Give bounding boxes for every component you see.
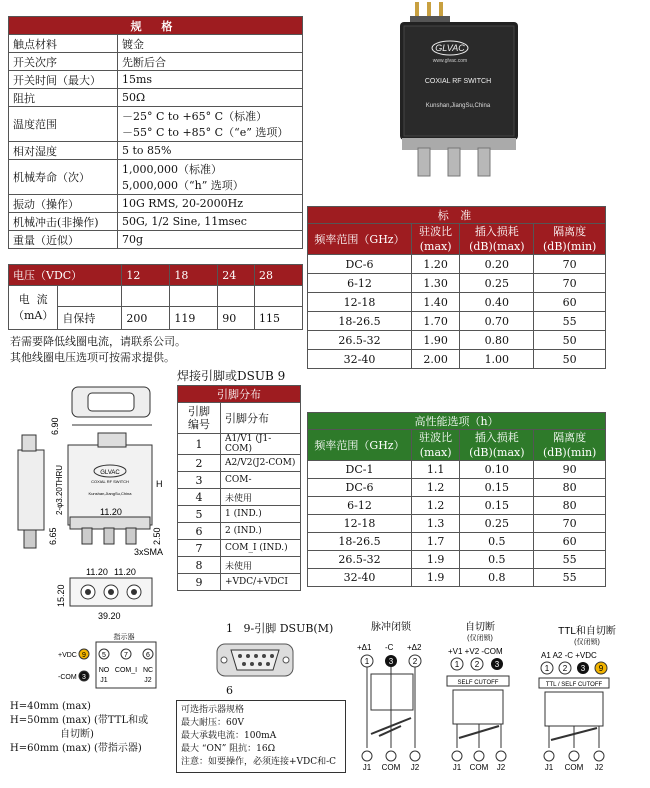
svg-text:NO: NO (98, 667, 110, 674)
svg-text:9: 9 (598, 664, 604, 673)
table-row: 相对湿度 5 to 85% (9, 142, 303, 160)
svg-text:SELF CUTOFF: SELF CUTOFF (457, 680, 499, 686)
table-row: DC-6 1.2 0.15 80 (308, 479, 606, 497)
table-row: 阻抗 50Ω (9, 89, 303, 107)
table-row: 4 未使用 (178, 489, 301, 506)
svg-text:COM: COM (564, 763, 584, 772)
svg-text:J2: J2 (594, 763, 604, 772)
table-row: DC-1 1.1 0.10 90 (308, 461, 606, 479)
table-row: DC-6 1.20 0.20 70 (308, 255, 606, 274)
pin-table: 引脚分布 引脚 编号 引脚分布 1 A1/V1 (J1-COM) 2 A2/V2(J2-COM) 3 COM- 4 未使用 5 1 (IND.) 6 2 (IND.) 7 COM_I (IND.) 8 未使用 9 +VDC/+VDCI (177, 385, 301, 591)
svg-text:J2: J2 (410, 763, 420, 772)
table-row: 18-26.5 1.7 0.5 60 (308, 533, 606, 551)
table-row: 电压（VDC） 12 18 24 28 (9, 265, 303, 286)
table-row: 机械寿命（次） 1,000,000（标准） 5,000,000（“h” 选项） (9, 160, 303, 195)
svg-text:2: 2 (562, 664, 568, 673)
standard-table: 标 准 频率范围（GHz） 驻波比 (max) 插入损耗 (dB)(max) 隔离度 (dB)(min) DC-6 1.20 0.20 70 6-12 1.30 0.25 70 12-18 1.40 0.40 60 18-26.5 1.70 0.70 55 26.5-32 1.90 0.80 50 32-40 2.00 1.00 50 (307, 206, 606, 369)
table-row: 12-18 1.40 0.40 60 (308, 293, 606, 312)
options-box: 可选指示器规格 最大耐压：60V 最大承载电流：100mA 最大 “ON” 阻抗：16Ω 注意：如要操作，必须连接+VDC和-C (176, 700, 346, 773)
svg-text:11.20: 11.20 (100, 507, 122, 517)
svg-text:Kunshan,JiangSu,China: Kunshan,JiangSu,China (88, 491, 132, 496)
table-row: 温度范围 －25° C to +65° C（标准） －55° C to +85° C（“e” 选项） (9, 107, 303, 142)
svg-text:COXIAL RF SWITCH: COXIAL RF SWITCH (91, 479, 129, 484)
svg-text:COM_I: COM_I (114, 667, 138, 674)
svg-text:+Δ2: +Δ2 (407, 643, 422, 652)
voltage-note-2: 其他线圈电压选项可按需求提供。 (10, 351, 175, 364)
svg-text:+V1 +V2 -COM: +V1 +V2 -COM (448, 647, 503, 656)
table-row: 18-26.5 1.70 0.70 55 (308, 312, 606, 331)
table-row: 7 COM_I (IND.) (178, 540, 301, 557)
voltage-note-1: 若需要降低线圈电流，请联系公司。 (10, 335, 186, 348)
svg-text:J1: J1 (544, 763, 554, 772)
brand-logo: GLVAC (435, 43, 465, 53)
svg-text:J1: J1 (452, 763, 462, 772)
table-row: 自保持 200 119 90 115 (9, 307, 303, 330)
svg-text:6: 6 (146, 652, 150, 659)
svg-text:脉冲闭锁: 脉冲闭锁 (371, 622, 411, 633)
svg-text:TTL / SELF CUTOFF: TTL / SELF CUTOFF (545, 682, 603, 688)
svg-text:3: 3 (494, 660, 500, 669)
svg-text:1: 1 (364, 657, 370, 666)
svg-text:3: 3 (388, 657, 394, 666)
svg-text:3xSMA: 3xSMA (134, 547, 164, 557)
table-row: 6 2 (IND.) (178, 523, 301, 540)
svg-text:H: H (156, 479, 163, 489)
table-row: 5 1 (IND.) (178, 506, 301, 523)
indicator-diagram (58, 630, 163, 690)
svg-text:(仅闭锁): (仅闭锁) (574, 639, 600, 646)
svg-text:A1 A2 -C +VDC: A1 A2 -C +VDC (541, 651, 597, 660)
schematics (355, 618, 650, 788)
table-row: 26.5-32 1.90 0.80 50 (308, 331, 606, 350)
svg-text:6.65: 6.65 (48, 527, 58, 545)
dsub-connector (215, 640, 295, 680)
standard-title: 标 准 (308, 207, 606, 224)
svg-text:+Δ1: +Δ1 (357, 643, 372, 652)
dsub-label: 1 9-引脚 DSUB(M) (226, 622, 334, 635)
svg-text:-C: -C (385, 643, 394, 652)
table-row: 2 A2/V2(J2-COM) (178, 455, 301, 472)
table-row: 1 A1/V1 (J1-COM) (178, 434, 301, 455)
svg-text:COXIAL RF SWITCH: COXIAL RF SWITCH (424, 78, 492, 85)
svg-text:11.20: 11.20 (86, 567, 108, 577)
svg-text:COM: COM (469, 763, 489, 772)
dsub-label-6: 6 (226, 684, 233, 697)
table-row: 32-40 2.00 1.00 50 (308, 350, 606, 369)
svg-text:TTL和自切断: TTL和自切断 (558, 626, 616, 637)
high-title: 高性能选项（h） (308, 413, 606, 430)
svg-text:(仅闭锁): (仅闭锁) (467, 635, 493, 642)
heights: H=40mm (max) H=50mm (max) (带TTL和或 自切断) H=60mm (max) (带指示器) (10, 701, 149, 754)
product-photo (390, 0, 530, 185)
svg-text:J2: J2 (144, 677, 152, 684)
spec-table (8, 16, 303, 249)
table-row: 电 流 （mA） (9, 286, 303, 307)
mechanical-drawing (0, 375, 176, 625)
svg-text:J2: J2 (496, 763, 506, 772)
svg-text:7: 7 (124, 652, 128, 659)
svg-text:6.90: 6.90 (50, 417, 60, 435)
svg-text:1: 1 (454, 660, 460, 669)
svg-text:Kunshan,JiangSu,China: Kunshan,JiangSu,China (425, 103, 491, 109)
table-row: 12-18 1.3 0.25 70 (308, 515, 606, 533)
spec-title: 规 格 (9, 17, 303, 35)
svg-text:COM: COM (381, 763, 401, 772)
table-row: 32-40 1.9 0.8 55 (308, 569, 606, 587)
svg-text:GLVAC: GLVAC (100, 470, 120, 476)
table-row: 重量（近似） 70g (9, 231, 303, 249)
table-row: 开关次序 先断后合 (9, 53, 303, 71)
svg-text:NC: NC (142, 667, 154, 674)
table-row: 开关时间（最大） 15ms (9, 71, 303, 89)
svg-text:2.50: 2.50 (152, 527, 162, 545)
svg-text:15.20: 15.20 (56, 584, 66, 607)
table-row: 触点材料 镀金 (9, 35, 303, 53)
svg-text:2: 2 (474, 660, 480, 669)
svg-text:-COM: -COM (58, 674, 77, 681)
table-row: 9 +VDC/+VDCI (178, 574, 301, 591)
svg-text:1: 1 (544, 664, 550, 673)
table-row: 3 COM- (178, 472, 301, 489)
svg-text:39.20: 39.20 (98, 611, 121, 621)
table-row: 26.5-32 1.9 0.5 55 (308, 551, 606, 569)
voltage-table (8, 264, 303, 330)
high-performance-table: 高性能选项（h） 频率范围（GHz） 驻波比 (max) 插入损耗 (dB)(max) 隔离度 (dB)(min) DC-1 1.1 0.10 90 DC-6 1.2 0.15 80 6-12 1.2 0.15 80 12-18 1.3 0.25 70 18-26.5 1.7 0.5 60 26.5-32 1.9 0.5 55 32-40 1.9 0.8 55 (307, 412, 606, 587)
svg-text:5: 5 (102, 652, 106, 659)
svg-text:2: 2 (412, 657, 418, 666)
table-row: 8 未使用 (178, 557, 301, 574)
svg-text:3: 3 (580, 664, 586, 673)
svg-text:自切断: 自切断 (465, 622, 495, 633)
table-row: 机械冲击(非操作) 50G, 1/2 Sine, 11msec (9, 213, 303, 231)
table-row: 振动（操作） 10G RMS, 20-2000Hz (9, 195, 303, 213)
svg-text:+VDC: +VDC (58, 652, 77, 659)
svg-text:J1: J1 (100, 677, 108, 684)
table-row: 6-12 1.2 0.15 80 (308, 497, 606, 515)
svg-text:J1: J1 (362, 763, 372, 772)
pins-heading: 焊接引脚或DSUB 9 (177, 369, 286, 383)
svg-text:9: 9 (82, 652, 86, 659)
svg-text:指示器: 指示器 (113, 634, 135, 641)
svg-text:3: 3 (82, 674, 86, 681)
svg-text:www.glvac.com: www.glvac.com (432, 58, 468, 64)
svg-text:11.20: 11.20 (114, 567, 136, 577)
svg-text:2-φ3.20THRU: 2-φ3.20THRU (55, 464, 64, 515)
table-row: 6-12 1.30 0.25 70 (308, 274, 606, 293)
